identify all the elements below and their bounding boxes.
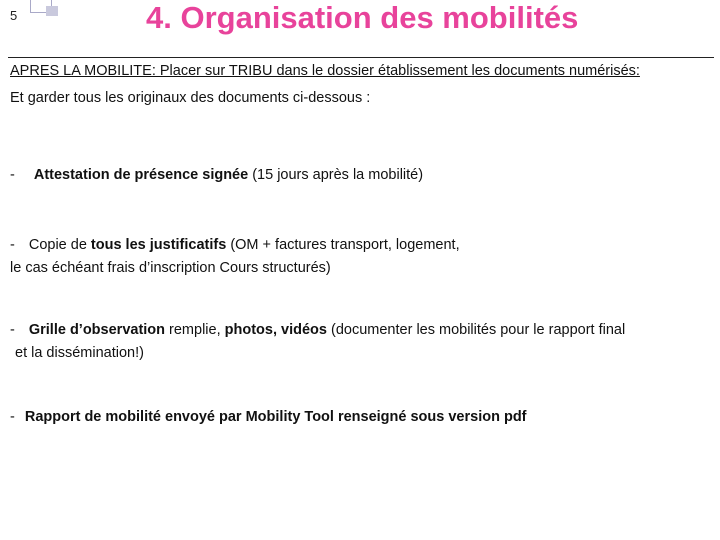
item-text: (OM + factures transport, logement, [226,237,460,253]
slide-title: 4. Organisation des mobilités [146,0,579,35]
header-line-1: APRES LA MOBILITE: Placer sur TRIBU dans le dossier établissement les documents numérisés: [10,63,640,79]
item-text: Copie de [28,237,91,253]
bullet-dash: - [10,167,15,183]
item-bold: Grille d’observation [28,322,166,338]
list-item [10,164,423,187]
title-divider [8,57,714,58]
list-item [10,319,625,365]
list-item [10,234,460,280]
item-line-2: et la dissémination!) [15,345,144,361]
item-text: (15 jours après la mobilité) [248,167,424,183]
item-bold: Attestation de présence signée [33,167,249,183]
list-item [10,406,527,429]
decorative-square-filled [46,6,58,16]
item-line-2: le cas échéant frais d’inscription Cours structurés) [10,260,331,276]
bullet-dash: - [10,237,15,253]
slide-number: 5 [10,8,18,23]
item-text: (documenter les mobilités pour le rapport final [326,322,626,338]
item-bold: photos, vidéos [224,322,327,338]
bullet-dash: - [10,322,15,338]
bullet-dash: - [10,409,15,425]
header-line-2: Et garder tous les originaux des documents ci-dessous : [10,90,371,106]
item-bold: Rapport de mobilité envoyé par Mobility Tool renseigné sous version pdf [24,409,527,425]
item-text: remplie, [165,322,225,338]
item-bold: tous les justificatifs [90,237,227,253]
